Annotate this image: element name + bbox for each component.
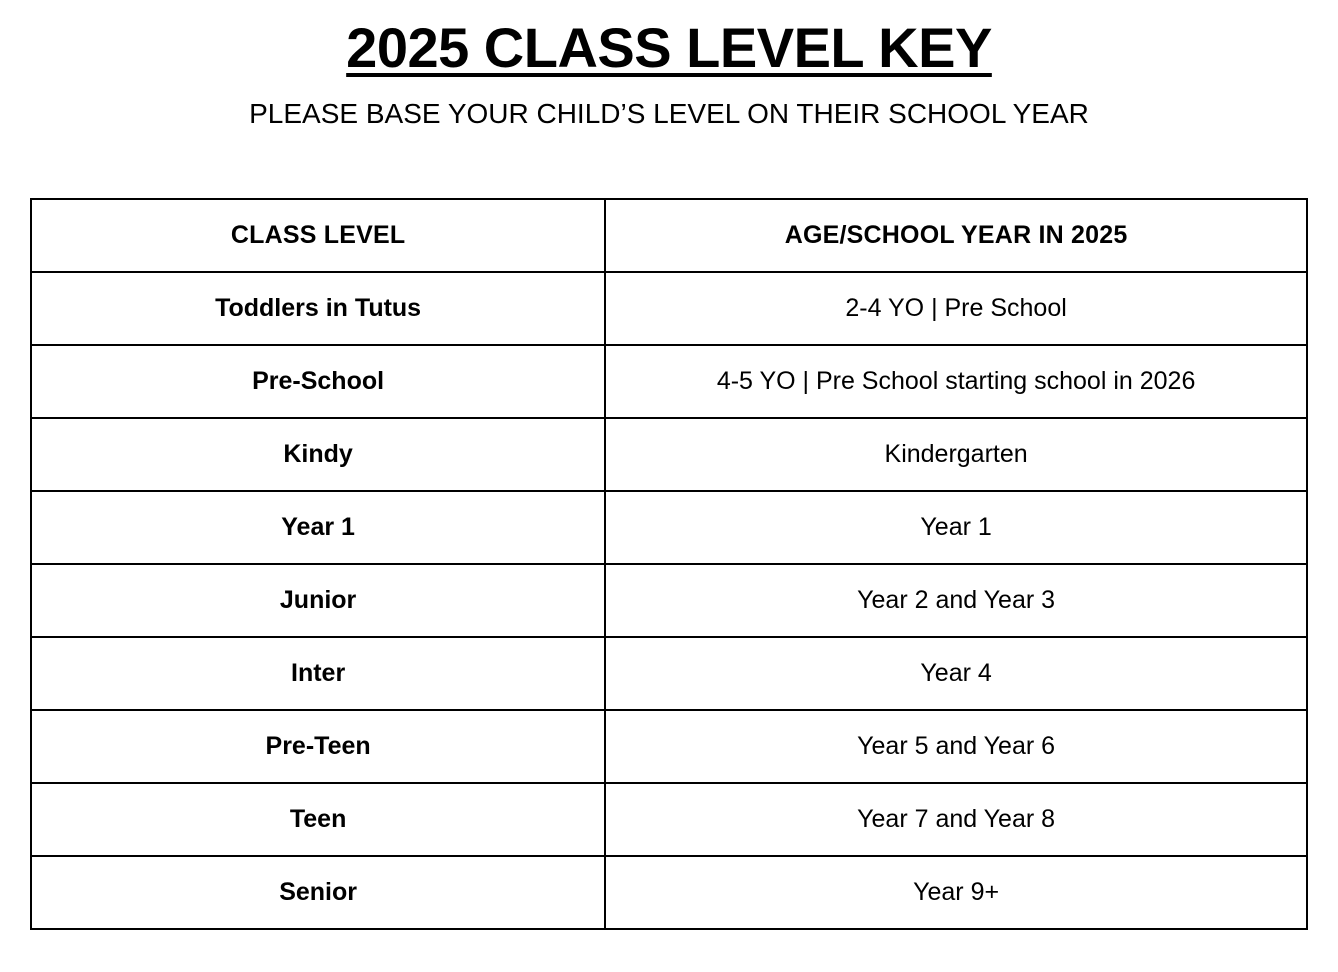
cell-class-level: Teen: [31, 783, 605, 856]
cell-class-level: Senior: [31, 856, 605, 929]
column-header-age-school-year: AGE/SCHOOL YEAR IN 2025: [605, 199, 1307, 272]
page-title: 2025 CLASS LEVEL KEY: [346, 16, 992, 79]
cell-class-level: Pre-School: [31, 345, 605, 418]
cell-age-school-year: Year 7 and Year 8: [605, 783, 1307, 856]
page-subtitle: PLEASE BASE YOUR CHILD’S LEVEL ON THEIR SCHOOL YEAR: [249, 98, 1089, 130]
cell-class-level: Pre-Teen: [31, 710, 605, 783]
cell-class-level: Junior: [31, 564, 605, 637]
table-row: [31, 856, 1307, 929]
table-row: [31, 710, 1307, 783]
cell-class-level: Year 1: [31, 491, 605, 564]
cell-age-school-year: Year 1: [605, 491, 1307, 564]
class-level-table: [30, 198, 1308, 930]
table-row: [31, 491, 1307, 564]
cell-class-level: Toddlers in Tutus: [31, 272, 605, 345]
cell-age-school-year: Kindergarten: [605, 418, 1307, 491]
class-level-table-wrapper: [30, 198, 1308, 930]
cell-age-school-year: 4-5 YO | Pre School starting school in 2026: [605, 345, 1307, 418]
cell-age-school-year: Year 2 and Year 3: [605, 564, 1307, 637]
table-row: [31, 272, 1307, 345]
table-header-row: [31, 199, 1307, 272]
table-row: [31, 564, 1307, 637]
document-page: [0, 16, 1338, 972]
cell-class-level: Inter: [31, 637, 605, 710]
table-row: [31, 637, 1307, 710]
cell-age-school-year: Year 5 and Year 6: [605, 710, 1307, 783]
cell-class-level: Kindy: [31, 418, 605, 491]
cell-age-school-year: 2-4 YO | Pre School: [605, 272, 1307, 345]
table-row: [31, 783, 1307, 856]
cell-age-school-year: Year 4: [605, 637, 1307, 710]
cell-age-school-year: Year 9+: [605, 856, 1307, 929]
table-row: [31, 418, 1307, 491]
table-row: [31, 345, 1307, 418]
column-header-class-level: CLASS LEVEL: [31, 199, 605, 272]
